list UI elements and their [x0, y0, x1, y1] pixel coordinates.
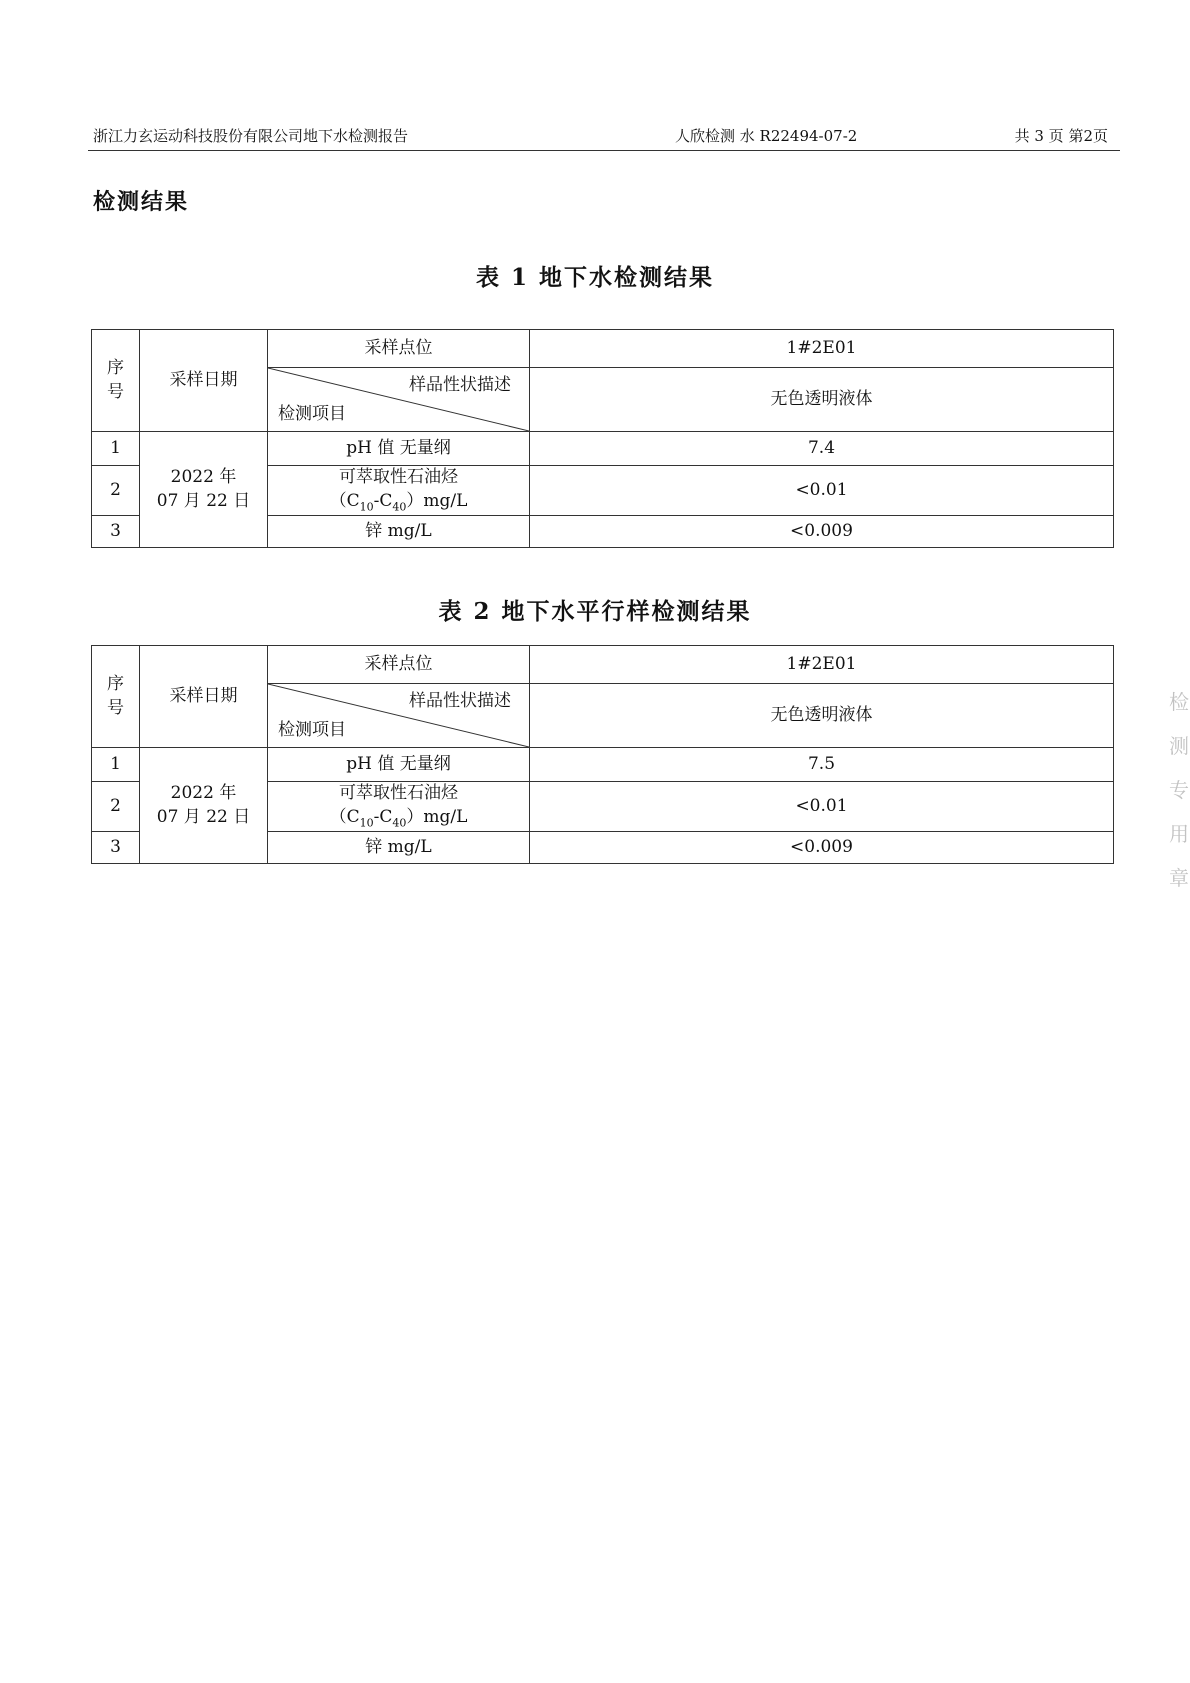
- row-no: 1: [92, 432, 140, 466]
- sample-date: 2022 年 07 月 22 日: [140, 748, 268, 864]
- row-item: 可萃取性石油烃 $(C_{10}-C_{40})mg/L$: [268, 466, 530, 516]
- row-no: 3: [92, 516, 140, 548]
- row-value: 7.4: [530, 432, 1114, 466]
- row-no: 2: [92, 466, 140, 516]
- desc-value: 无色透明液体: [530, 684, 1114, 748]
- desc-label: 样品性状描述: [409, 375, 511, 395]
- diagonal-header-cell: [268, 368, 530, 432]
- row-item: 锌 mg/L: [268, 516, 530, 548]
- page-header: [88, 120, 1120, 151]
- section-title: 检测结果: [93, 189, 190, 215]
- row-value: 7.5: [530, 748, 1114, 782]
- table-1: [91, 329, 1114, 548]
- seq-header: 序号: [92, 646, 140, 748]
- row-item: pH 值 无量纲: [268, 432, 530, 466]
- page-number: 共 3 页 第2页: [1014, 127, 1108, 145]
- item-label: 检测项目: [278, 720, 346, 741]
- date-header: 采样日期: [140, 646, 268, 748]
- table-1-title: 表 1 地下水检测结果: [475, 264, 715, 291]
- report-number: 人欣检测 水 R22494-07-2: [675, 127, 858, 145]
- row-value: <0.009: [530, 516, 1114, 548]
- desc-label: 样品性状描述: [409, 691, 511, 711]
- sample-date: 2022 年 07 月 22 日: [140, 432, 268, 548]
- point-value: 1#2E01: [530, 330, 1114, 368]
- table-2: [91, 645, 1114, 864]
- date-header: 采样日期: [140, 330, 268, 432]
- row-value: <0.009: [530, 832, 1114, 864]
- diagonal-header-cell: [268, 684, 530, 748]
- report-title: 浙江力玄运动科技股份有限公司地下水检测报告: [93, 127, 409, 145]
- row-item: 可萃取性石油烃 $(C_{10}-C_{40})mg/L$: [268, 782, 530, 832]
- row-item: pH 值 无量纲: [268, 748, 530, 782]
- table-row: [92, 748, 1114, 782]
- point-value: 1#2E01: [530, 646, 1114, 684]
- table-row: [92, 432, 1114, 466]
- row-item: 锌 mg/L: [268, 832, 530, 864]
- point-label: 采样点位: [268, 646, 530, 684]
- point-label: 采样点位: [268, 330, 530, 368]
- row-no: 1: [92, 748, 140, 782]
- seal-edge-mark: 检 测 专 用 章: [1169, 690, 1189, 890]
- row-no: 2: [92, 782, 140, 832]
- seq-header: 序号: [92, 330, 140, 432]
- item-label: 检测项目: [278, 404, 346, 425]
- row-value: <0.01: [530, 466, 1114, 516]
- row-no: 3: [92, 832, 140, 864]
- desc-value: 无色透明液体: [530, 368, 1114, 432]
- table-2-title: 表 2 地下水平行样检测结果: [438, 598, 752, 625]
- row-value: <0.01: [530, 782, 1114, 832]
